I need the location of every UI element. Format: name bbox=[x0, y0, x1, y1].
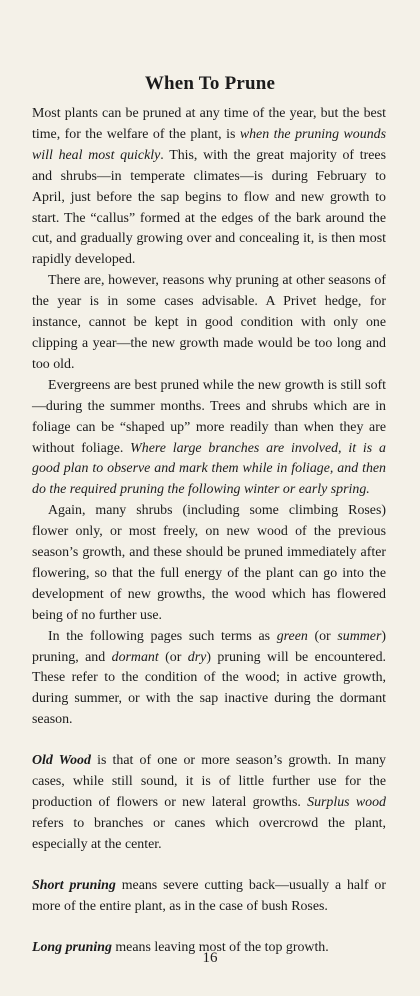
paragraph-terms bbox=[32, 627, 386, 732]
text-run: refers to branches or canes which overcrowd the plant, especially at the center. bbox=[32, 815, 386, 852]
italic-run: when the pruning wounds will heal most quickly bbox=[32, 126, 386, 163]
text-run: (or bbox=[158, 649, 188, 665]
text-run: is that of one or more season’s growth. In many cases, while still sound, it is of little further use for the production of flowers or new lateral growths. bbox=[32, 753, 386, 810]
text-run: means severe cutting back—usually a half or more of the entire plant, as in the case of bush Roses. bbox=[32, 877, 386, 914]
paragraph-evergreens bbox=[32, 376, 386, 501]
term-short-pruning: Short pruning bbox=[32, 877, 116, 893]
text-run: Evergreens are best pruned while the new growth is still soft—during the summer months. Trees and shrubs which are in foliage can be “shaped up” more readily than when they are without foliage. bbox=[32, 377, 386, 456]
italic-run: dry bbox=[187, 649, 207, 665]
term-long-pruning: Long pruning bbox=[32, 939, 112, 955]
text-run: In the following pages such terms as bbox=[48, 628, 277, 644]
italic-run: Where large branches are involved, it is a good plan to observe and mark them while in foliage, and then do the required pruning the following winter or early spring. bbox=[32, 440, 386, 498]
body-text bbox=[32, 104, 386, 958]
paragraph-shrubs: Again, many shrubs (including some climbing Roses) flower only, or most freely, on new wood of the previous season’s growth, and these should be pruned immediately after flowering, so that the full energy of the plant can go into the development of new growths, the wood which has flowered being of no further use. bbox=[32, 503, 386, 623]
definition-old-wood bbox=[32, 751, 386, 856]
definition-short-pruning bbox=[32, 876, 386, 918]
paragraph-when-to-prune bbox=[32, 104, 386, 271]
text-run: . This, with the great majority of trees and shrubs—in temperate climates—is during February to April, just before the sap begins to flow and new growth to start. The “callus” formed at the edges of the bark around the cut, and gradually growing over and concealing it, is then most rapidly developed. bbox=[32, 147, 387, 268]
italic-run: dormant bbox=[111, 649, 159, 665]
text-run: ) pruning will be encountered. These refer to the condition of the wood; in active growth, during summer, or with the sap inactive during the dormant season. bbox=[32, 649, 386, 728]
text-run: ) pruning, and bbox=[32, 628, 386, 665]
text-run: Most plants can be pruned at any time of the year, but the best time, for the welfare of the plant, is bbox=[32, 106, 386, 142]
italic-run: summer bbox=[337, 628, 382, 644]
term-old-wood: Old Wood bbox=[32, 753, 91, 769]
text-run: (or bbox=[307, 628, 338, 644]
page-title: When To Prune bbox=[144, 73, 276, 94]
italic-run: green bbox=[276, 628, 308, 644]
page-number: 16 bbox=[202, 950, 218, 966]
paragraph-other-seasons: There are, however, reasons why pruning at other seasons of the year is in some cases advisable. A Privet hedge, for instance, cannot be kept in good condition with only one clipping a year—the new growth made would be too long and too old. bbox=[32, 273, 386, 372]
term-surplus-wood: Surplus wood bbox=[307, 795, 386, 810]
text-run: means leaving most of the top growth. bbox=[111, 939, 329, 955]
